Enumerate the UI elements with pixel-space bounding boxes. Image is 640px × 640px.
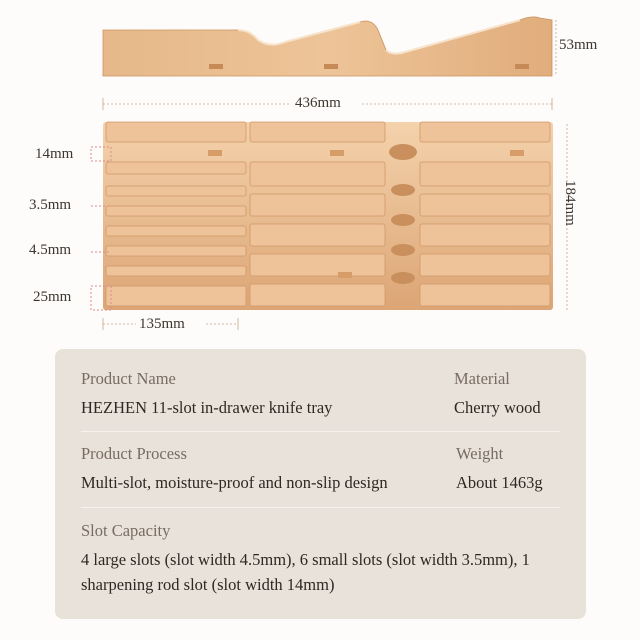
weight-label: Weight [456,444,504,463]
row-divider [81,431,560,432]
slot-capacity-label: Slot Capacity [81,521,171,540]
sharpening-slot-label: 14mm [35,146,74,162]
depth-dimension-label: 184mm [562,180,578,226]
product-name-value: HEZHEN 11-slot in-drawer knife tray [81,398,333,417]
side-view [103,17,556,76]
weight-value: About 1463g [456,473,543,492]
height-dimension-label: 53mm [559,37,598,53]
small-slot-label: 3.5mm [29,197,72,213]
handle-section-label: 135mm [139,316,185,332]
product-process-value: Multi-slot, moisture-proof and non-slip design [81,473,388,492]
large-slot-label: 4.5mm [29,242,72,258]
slot-capacity-value: 4 large slots (slot width 4.5mm), 6 small slots (slot width 3.5mm), 1 sharpening rod slot (slot width 14mm) [81,550,530,594]
row-divider [81,507,560,508]
end-block-label: 25mm [33,289,72,305]
material-value: Cherry wood [454,398,541,417]
product-name-label: Product Name [81,369,176,388]
spec-card [55,349,586,619]
width-dimension-label: 436mm [295,95,341,111]
product-process-label: Product Process [81,444,187,463]
top-view [91,122,567,330]
material-label: Material [454,369,510,388]
